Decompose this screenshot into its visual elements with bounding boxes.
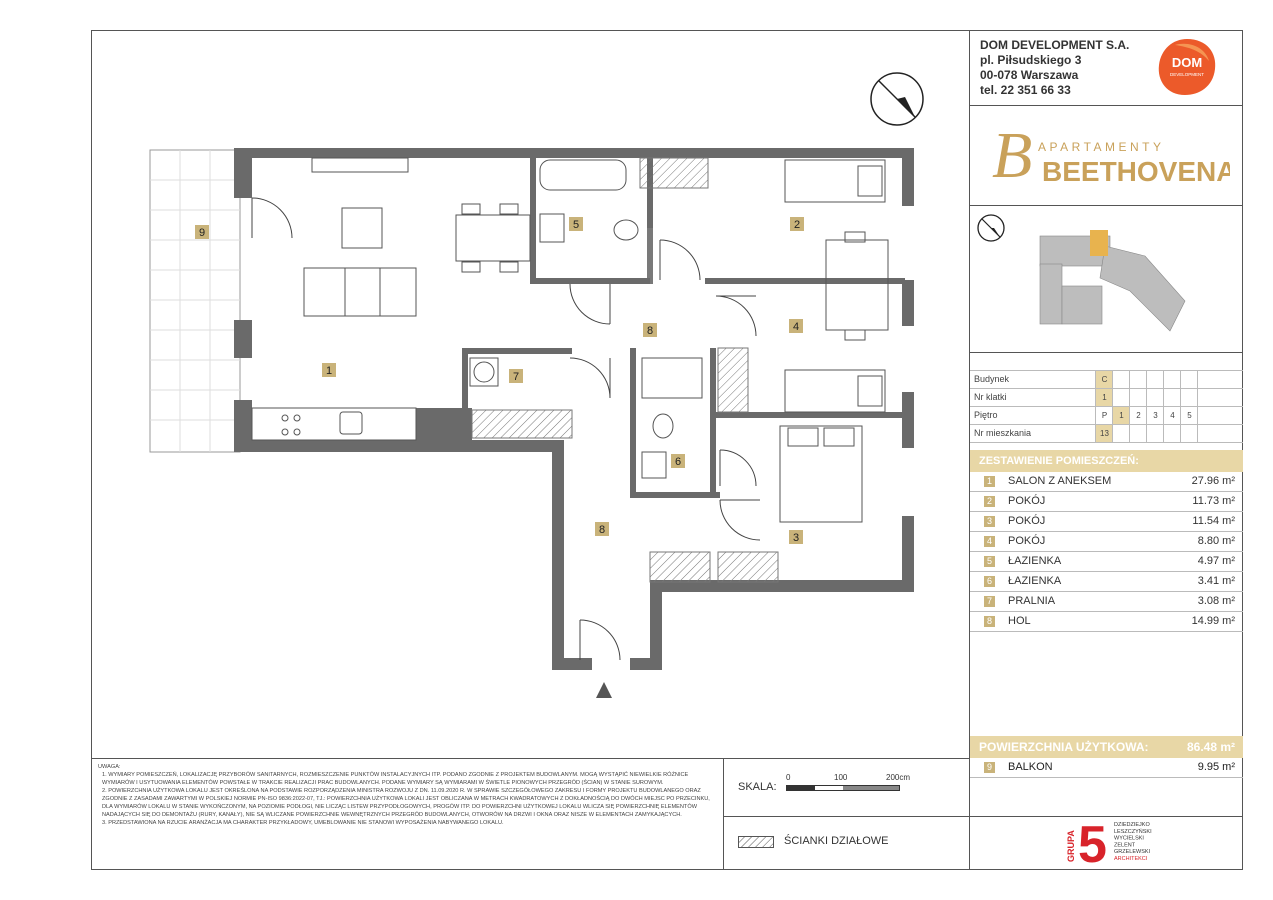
- room-area: 3.08 m²: [1197, 595, 1235, 607]
- room-label-3: [789, 530, 803, 544]
- klatka-label: Nr klatki: [974, 392, 1007, 402]
- total-area-value: 86.48 m²: [1186, 740, 1235, 754]
- bottom-divider: [970, 816, 1243, 817]
- room-number: 5: [984, 556, 995, 567]
- budynek-cell: [1180, 371, 1198, 388]
- company-street: pl. Piłsudskiego 3: [980, 53, 1082, 67]
- row-klatka: [970, 389, 1243, 407]
- toilet-icon: [614, 220, 638, 240]
- room-area: 4.97 m²: [1197, 555, 1235, 567]
- room-row: [970, 492, 1243, 512]
- row-pietro: [970, 407, 1243, 425]
- notes-scale-divider: [723, 758, 724, 870]
- room-number: 7: [984, 596, 995, 607]
- room-area: 11.73 m²: [1192, 495, 1235, 507]
- room-number: 4: [984, 536, 995, 547]
- room-name: POKÓJ: [1008, 495, 1046, 507]
- budynek-cell: C: [1095, 371, 1113, 388]
- grupa5-line: LESZCZYŃSKI: [1114, 828, 1152, 835]
- toilet-icon-2: [653, 414, 673, 438]
- double-bed-icon: [780, 426, 862, 522]
- floor-plan: [140, 60, 930, 710]
- scale-tick-0: 0: [786, 773, 791, 782]
- sink-icon-2: [642, 452, 666, 478]
- row-budynek: [970, 370, 1243, 389]
- notes-divider: [91, 758, 970, 759]
- room-label-4: [789, 319, 803, 333]
- svg-text:2: 2: [793, 219, 801, 231]
- svg-text:8: 8: [646, 325, 654, 337]
- total-area-label: POWIERZCHNIA UŻYTKOWA:: [979, 740, 1149, 754]
- svg-text:APARTAMENTY: APARTAMENTY: [1038, 140, 1165, 154]
- scale-legend-divider: [723, 816, 969, 817]
- room-area: 14.99 m²: [1191, 615, 1235, 627]
- pietro-label: Piętro: [974, 410, 998, 420]
- legend-label: ŚCIANKI DZIAŁOWE: [784, 835, 889, 847]
- notes: [98, 763, 718, 827]
- mieszkanie-cell: [1112, 425, 1130, 442]
- notes-title: UWAGA:: [98, 764, 121, 770]
- scale-tick-200: 200cm: [886, 773, 911, 782]
- shower-icon: [642, 358, 702, 398]
- sink-icon: [540, 214, 564, 242]
- sofa-icon: [304, 268, 416, 316]
- room-row: [970, 472, 1243, 492]
- room-area: 3.41 m²: [1197, 575, 1235, 587]
- budynek-cell: [1163, 371, 1181, 388]
- room-area: 8.80 m²: [1197, 535, 1235, 547]
- pietro-cell: 2: [1129, 407, 1147, 424]
- room-row: [970, 592, 1243, 612]
- mieszkanie-cell: [1180, 425, 1198, 442]
- dom-development-logo: [1155, 37, 1219, 97]
- klatka-cell: [1112, 389, 1130, 406]
- company-phone: tel. 22 351 66 33: [980, 83, 1071, 97]
- building-footprint: [1040, 236, 1185, 331]
- room-number: 6: [984, 576, 995, 587]
- mieszkanie-cell: [1129, 425, 1147, 442]
- room-name: SALON Z ANEKSEM: [1008, 475, 1112, 487]
- balkon-area: 9.95 m²: [1197, 761, 1235, 773]
- north-arrow-icon: [871, 73, 923, 125]
- svg-text:9: 9: [198, 227, 206, 239]
- room-number: 2: [984, 496, 995, 507]
- radiator-icon: [312, 158, 408, 172]
- room-number: 3: [984, 516, 995, 527]
- pietro-cell: 5: [1180, 407, 1198, 424]
- rooms-list: [970, 472, 1243, 632]
- room-area: 11.54 m²: [1192, 515, 1235, 527]
- mieszkanie-cell: 13: [1095, 425, 1113, 442]
- pietro-cell: 4: [1163, 407, 1181, 424]
- brand-logo: [990, 115, 1230, 190]
- svg-text:DOM: DOM: [1171, 55, 1203, 70]
- budynek-cell: [1197, 371, 1215, 388]
- grupa5-logo: [1066, 818, 1186, 866]
- note-1: 1. WYMIARY POMIESZCZEŃ, LOKALIZACJĘ PRZYBORÓW SANITARNYCH, ROZMIESZCZENIE PUNKTÓW INSTALACYJNYCH ITP. PODANO ZGODNIE Z PROJEKTEM BUDOWLANYM. MOGĄ WYSTĄPIĆ NIEWIELKIE RÓŻNICE WYMIARÓW I USYTUOWANIA ELEMENTÓW POWSTAŁE W TRAKCIE REALIZACJI PRAC BUDOWLANYCH. PODANE WYMIARY SĄ WYMIARAMI W ŚWIETLE PIONOWYCH PRZEGRÓD (ŚCIAN) W STANIE SUROWYM.: [102, 772, 689, 786]
- budynek-cell: [1112, 371, 1130, 388]
- room-area: 27.96 m²: [1191, 475, 1235, 487]
- company-city: 00-078 Warszawa: [980, 68, 1079, 82]
- klatka-cell: [1197, 389, 1215, 406]
- room-name: HOL: [1008, 615, 1031, 627]
- grupa5-line: ARCHITEKCI: [1114, 856, 1148, 862]
- room-label-9: [195, 225, 209, 239]
- svg-text:DEVELOPMENT: DEVELOPMENT: [1169, 72, 1205, 77]
- room-row: [970, 552, 1243, 572]
- mieszkanie-cell: [1163, 425, 1181, 442]
- svg-text:7: 7: [512, 371, 520, 383]
- key-plan: [970, 206, 1243, 352]
- rooms-header: [970, 450, 1243, 472]
- hatch-icon: [738, 836, 774, 848]
- balcony: [150, 150, 240, 452]
- svg-text:BEETHOVENA: BEETHOVENA: [1042, 156, 1230, 187]
- pietro-cell: 3: [1146, 407, 1164, 424]
- entrance-arrow-icon: [596, 682, 612, 698]
- budynek-label: Budynek: [974, 374, 1010, 384]
- room-label-7: [509, 369, 523, 383]
- scale-bar-graphic: [786, 785, 900, 791]
- grupa5-line: ZELENT: [1114, 842, 1136, 849]
- room-label-5: [569, 217, 583, 231]
- scale-label: SKALA:: [738, 781, 777, 793]
- rooms-header-text: ZESTAWIENIE POMIESZCZEŃ:: [979, 455, 1139, 467]
- room-name: ŁAZIENKA: [1008, 555, 1062, 567]
- budynek-cell: [1129, 371, 1147, 388]
- svg-text:1: 1: [325, 365, 333, 377]
- klatka-cell: [1129, 389, 1147, 406]
- apartment-info-table: [970, 370, 1243, 443]
- north-arrow-small-icon: [978, 215, 1004, 241]
- room-name: POKÓJ: [1008, 535, 1046, 547]
- room-label-1: [322, 363, 336, 377]
- room-label-8: [595, 522, 609, 536]
- note-3: 3. PRZEDSTAWIONA NA RZUCIE ARANŻACJA MA CHARAKTER PRZYKŁADOWY, UMEBLOWANIE NIE STANOWI WYPOSAŻENIA NABYWANEGO LOKALU.: [102, 820, 504, 826]
- svg-text:B: B: [992, 119, 1033, 190]
- klatka-cell: 1: [1095, 389, 1113, 406]
- svg-text:4: 4: [792, 321, 800, 333]
- brand-monogram-icon: [990, 115, 1230, 190]
- klatka-cell: [1180, 389, 1198, 406]
- svg-text:8: 8: [598, 524, 606, 536]
- pietro-cell: [1197, 407, 1215, 424]
- desk-icon: [826, 240, 888, 330]
- room-row: [970, 612, 1243, 632]
- bathtub-icon: [540, 160, 626, 190]
- room-name: PRALNIA: [1008, 595, 1056, 607]
- klatka-cell: [1146, 389, 1164, 406]
- row-mieszkanie: [970, 425, 1243, 443]
- room-number: 8: [984, 616, 995, 627]
- scale-tick-100: 100: [834, 773, 848, 782]
- svg-text:5: 5: [572, 219, 580, 231]
- balkon-row: [970, 758, 1243, 778]
- mieszkanie-cell: [1197, 425, 1215, 442]
- svg-text:6: 6: [674, 456, 682, 468]
- balkon-name: BALKON: [1008, 761, 1053, 773]
- company-name: DOM DEVELOPMENT S.A.: [980, 38, 1130, 52]
- mieszkanie-label: Nr mieszkania: [974, 428, 1032, 438]
- room-label-2: [790, 217, 804, 231]
- coffee-table-icon: [342, 208, 382, 248]
- room-row: [970, 572, 1243, 592]
- pietro-cell: 1: [1112, 407, 1130, 424]
- keyplan-divider: [970, 352, 1243, 353]
- apartment-highlight: [1090, 230, 1108, 256]
- grupa5-line: GRZELEWSKI: [1114, 849, 1151, 856]
- room-row: [970, 532, 1243, 552]
- room-name: POKÓJ: [1008, 515, 1046, 527]
- room-label-6: [671, 454, 685, 468]
- furniture: [252, 158, 888, 522]
- svg-text:3: 3: [792, 532, 800, 544]
- company-info: [980, 38, 1129, 98]
- room-name: ŁAZIENKA: [1008, 575, 1062, 587]
- kitchen-counter-icon: [252, 408, 416, 440]
- balkon-number: 9: [984, 762, 995, 773]
- grupa5-line: WYCIELSKI: [1114, 835, 1144, 842]
- dining-table-icon: [456, 215, 530, 261]
- klatka-cell: [1163, 389, 1181, 406]
- mieszkanie-cell: [1146, 425, 1164, 442]
- room-number: 1: [984, 476, 995, 487]
- grupa5-line: DZIEDZIEJKO: [1114, 822, 1150, 828]
- note-2: 2. POWIERZCHNIA UŻYTKOWA LOKALU JEST OKREŚLONA NA PODSTAWIE ROZPORZĄDZENIA MINISTRA ROZWOJU Z DN. 11.09.2020 R. W SPRAWIE SZCZEGÓŁOWEGO ZAKRESU I FORMY PROJEKTU BUDOWLANEGO ORAZ ZGODNIE Z ZASADAMI ZAWARTYMI W POLSKIEJ NORMIE PN-ISO 9836:2022-07, TJ.: POWIERZCHNIA UŻYTKOWA LOKALI JEST OBLICZANA W METRACH KWADRATOWYCH Z DOKŁADNOŚCIĄ DO DWÓCH MIEJSC PO PRZECINKU, DLA WYMIARÓW LOKALU W STANIE WYKOŃCZONYM, NA POZIOMIE PODŁOGI, NIE LICZĄC LISTEW PRZYPODŁOGOWYCH, PROGÓW ITP. DO POWIERZCHNI UŻYTKOWEJ LOKALU WLICZA SIĘ POWIERZCHNIĘ ELEMENTÓW NADAJĄCYCH SIĘ DO DEMONTAŻU (RURY, KANAŁY), NIE SĄ WLICZANE POWIERZCHNIE WEWNĘTRZNYCH PRZEGRÓD BUDOWLANYCH, OTWORÓW NA DRZWI I OKNA ORAZ NISZE W ELEMENTACH ZAMYKAJĄCYCH.: [102, 788, 710, 818]
- pietro-cell: P: [1095, 407, 1113, 424]
- svg-text:GRUPA: GRUPA: [1066, 830, 1076, 862]
- total-area: [970, 736, 1243, 758]
- budynek-cell: [1146, 371, 1164, 388]
- company-divider: [970, 105, 1243, 106]
- room-row: [970, 512, 1243, 532]
- svg-text:5: 5: [1078, 818, 1107, 866]
- room-label-8: [643, 323, 657, 337]
